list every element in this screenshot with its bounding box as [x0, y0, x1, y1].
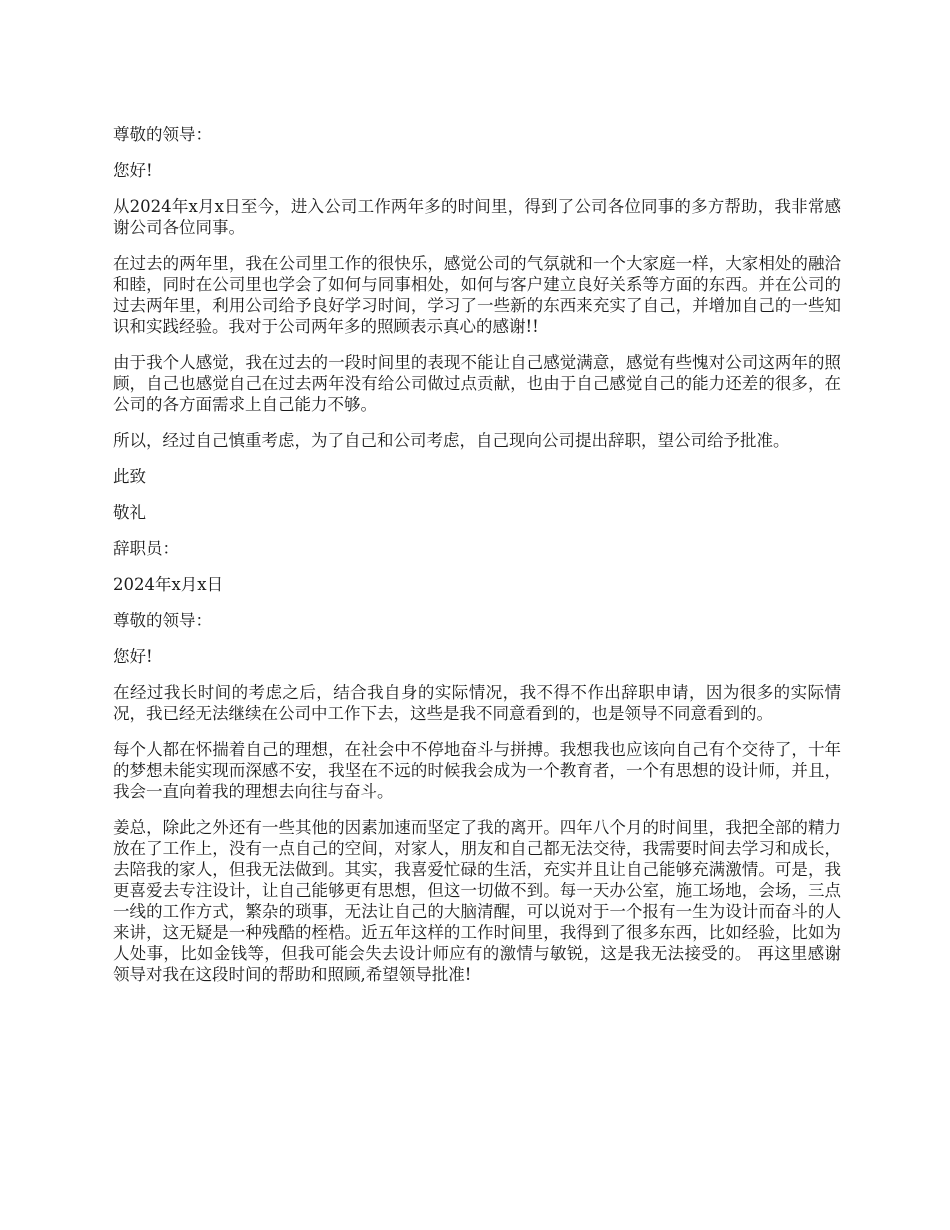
greeting: 您好! — [113, 161, 153, 180]
date-line: 2024年x月x日 — [113, 575, 224, 594]
body-paragraph: 在过去的两年里，我在公司里工作的很快乐，感觉公司的气氛就和一个大家庭一样，大家相处的融洽和睦，同时在公司里也学会了如何与同事相处，如何与客户建立良好关系等方面的东西。并在公司的过去两年里，利用公司给予良好学习时间，学习了一些新的东西来充实了自己，并增加自己的一些知识和实践经验。我对于公司两年多的照顾表示真心的感谢!! — [113, 254, 841, 336]
body-paragraph: 所以，经过自己慎重考虑，为了自己和公司考虑，自己现向公司提出辞职，望公司给予批准。 — [113, 431, 790, 450]
closing-regards: 敬礼 — [113, 503, 146, 522]
body-paragraph: 每个人都在怀揣着自己的理想，在社会中不停地奋斗与拼搏。我想我也应该向自己有个交待了，十年的梦想未能实现而深感不安，我坚在不远的时候我会成为一个教育者，一个有思想的设计师，并且，我会一直向着我的理想去向往与奋斗。 — [113, 740, 841, 801]
closing-line: 此致 — [113, 467, 146, 486]
body-paragraph: 由于我个人感觉，我在过去的一段时间里的表现不能让自己感觉满意，感觉有些愧对公司这两年的照顾，自己也感觉自己在过去两年没有给公司做过点贡献，也由于自己感觉自己的能力还差的很多，在公司的各方面需求上自己能力不够。 — [113, 353, 841, 414]
document-body — [113, 124, 841, 1000]
salutation: 尊敬的领导： — [113, 125, 212, 144]
signature-label: 辞职员： — [113, 539, 179, 558]
body-paragraph: 从2024年x月x日至今，进入公司工作两年多的时间里，得到了公司各位同事的多方帮助，我非常感谢公司各位同事。 — [113, 197, 841, 237]
body-paragraph: 姜总，除此之外还有一些其他的因素加速而坚定了我的离开。四年八个月的时间里，我把全部的精力放在了工作上，没有一点自己的空间，对家人，朋友和自己都无法交待，我需要时间去学习和成长，去陪我的家人，但我无法做到。其实，我喜爱忙碌的生活，充实并且让自己能够充满激情。可是，我更喜爱去专注设计，让自己能够更有思想，但这一切做不到。每一天办公室，施工场地，会场，三点一线的工作方式，繁杂的琐事，无法让自己的大脑清醒，可以说对于一个报有一生为设计而奋斗的人来讲，这无疑是一种残酷的桎梏。近五年这样的工作时间里，我得到了很多东西，比如经验，比如为人处事，比如金钱等，但我可能会失去设计师应有的激情与敏锐，这是我无法接受的。 再这里感谢领导对我在这段时间的帮助和照顾,希望领导批准! — [113, 818, 841, 984]
body-paragraph: 在经过我长时间的考虑之后，结合我自身的实际情况，我不得不作出辞职申请，因为很多的实际情况，我已经无法继续在公司中工作下去，这些是我不同意看到的，也是领导不同意看到的。 — [113, 683, 841, 723]
greeting: 您好! — [113, 647, 153, 666]
salutation: 尊敬的领导： — [113, 611, 212, 630]
